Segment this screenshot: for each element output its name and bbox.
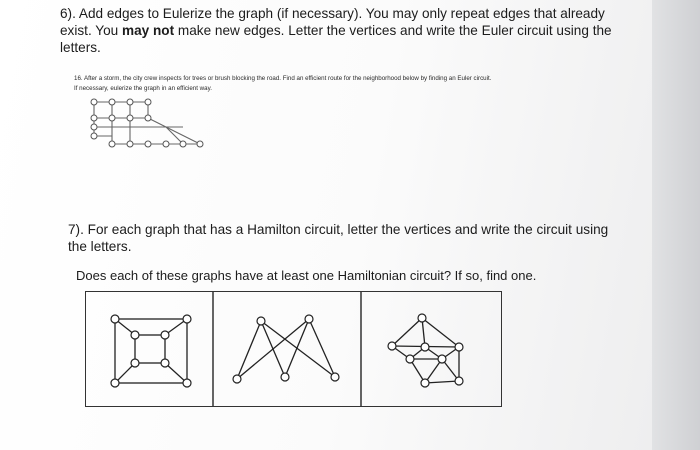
- hamilton-question: Does each of these graphs have at least one Hamiltonian circuit? If so, find one.: [76, 268, 537, 283]
- page-edge-shadow: [652, 0, 700, 450]
- problem-16: [74, 74, 594, 93]
- problem-16-line-2: If necessary, eulerize the graph in an efficient way.: [74, 84, 212, 92]
- euler-graph: [88, 96, 208, 152]
- question-6: [60, 5, 640, 56]
- hamilton-graph-2: [213, 291, 363, 407]
- question-6-bold: may not: [121, 23, 175, 38]
- problem-16-line-1: 16. After a storm, the city crew inspects for trees or brush blocking the road. Find an efficient route for the neighborhood below by finding an Euler circuit.: [74, 75, 492, 82]
- hamilton-graph-1: [85, 291, 215, 407]
- question-6-text-b: make new edges. Letter the vertices and write the Euler circuit using the letters.: [60, 23, 612, 55]
- question-6-text-a: 6). Add edges to Eulerize the graph (if necessary). You may only repeat edges that already exist. You: [60, 6, 605, 38]
- hamilton-graph-3: [362, 291, 502, 407]
- question-7: 7). For each graph that has a Hamilton circuit, letter the vertices and write the circuit using the letters.: [68, 222, 609, 254]
